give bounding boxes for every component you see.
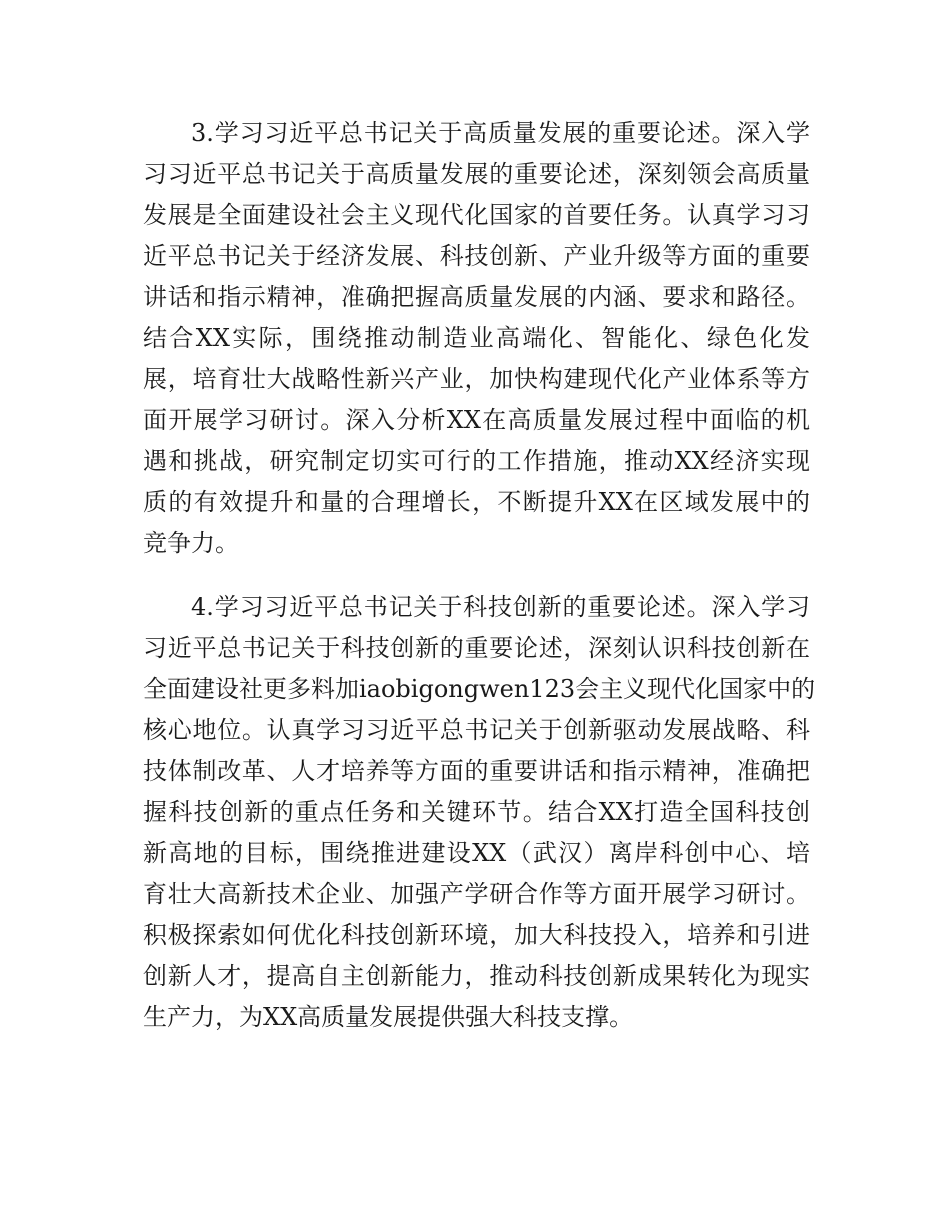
text-line: 发展是全面建设社会主义现代化国家的首要任务。认真学习习 (143, 201, 810, 229)
text-line: 遇和挑战，研究制定切实可行的工作措施，推动XX经济实现 (143, 447, 810, 475)
text-line: 4.学习习近平总书记关于科技创新的重要论述。深入学习 (191, 593, 810, 621)
text-line: 面开展学习研讨。深入分析XX在高质量发展过程中面临的机 (143, 406, 810, 434)
text-line: 近平总书记关于经济发展、科技创新、产业升级等方面的重要 (143, 242, 810, 270)
text-line: 习近平总书记关于科技创新的重要论述，深刻认识科技创新在 (143, 634, 810, 662)
text-line: 习习近平总书记关于高质量发展的重要论述，深刻领会高质量 (143, 160, 810, 188)
text-line: 结合XX实际，围绕推动制造业高端化、智能化、绿色化发 (143, 324, 810, 352)
text-line: 生产力，为XX高质量发展提供强大科技支撑。 (143, 1003, 634, 1031)
paragraph-tech-innovation (143, 587, 816, 1038)
text-line: 育壮大高新技术企业、加强产学研合作等方面开展学习研讨。 (143, 880, 810, 908)
text-line: 核心地位。认真学习习近平总书记关于创新驱动发展战略、科 (143, 716, 810, 744)
text-line: 3.学习习近平总书记关于高质量发展的重要论述。深入学 (191, 119, 810, 147)
paragraph-gap (143, 564, 810, 587)
text-line: 积极探索如何优化科技创新环境，加大科技投入，培养和引进 (143, 921, 810, 949)
paragraph-high-quality-development (143, 113, 810, 564)
text-line: 握科技创新的重点任务和关键环节。结合XX打造全国科技创 (143, 798, 810, 826)
text-line: 技体制改革、人才培养等方面的重要讲话和指示精神，准确把 (143, 757, 810, 785)
text-line: 展，培育壮大战略性新兴产业，加快构建现代化产业体系等方 (143, 365, 810, 393)
text-line: 创新人才，提高自主创新能力，推动科技创新成果转化为现实 (143, 962, 810, 990)
text-line: 讲话和指示精神，准确把握高质量发展的内涵、要求和路径。 (143, 283, 810, 311)
text-line: 全面建设社更多料加iaobigongwen123会主义现代化国家中的 (143, 675, 816, 703)
text-line: 竞争力。 (143, 529, 239, 557)
document-body (143, 113, 816, 1038)
text-line: 质的有效提升和量的合理增长，不断提升XX在区域发展中的 (143, 488, 810, 516)
text-line: 新高地的目标，围绕推进建设XX（武汉）离岸科创中心、培 (143, 839, 810, 867)
